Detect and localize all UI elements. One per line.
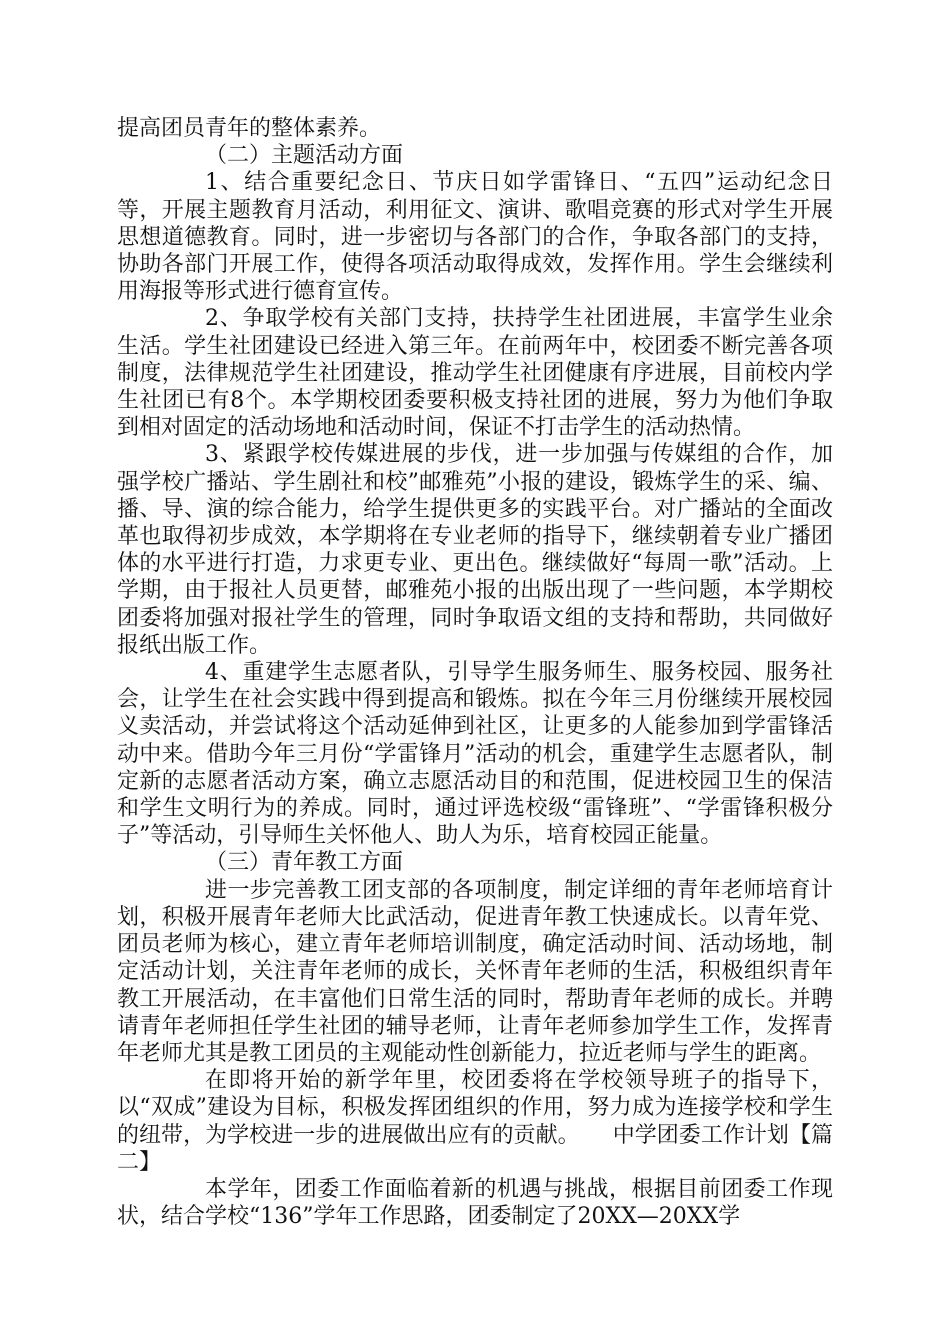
document-body (117, 115, 833, 1230)
paragraph-item-2: 2、争取学校有关部门支持，扶持学生社团进展，丰富学生业余生活。学生社团建设已经进入第三年。在前两年中，校团委不断完善各项制度，法律规范学生社团建设，推动学生社团健康有序进展，目前校内学生社团已有8个。本学期校团委要积极支持社团的进展，努力为他们争取到相对固定的活动场地和活动时间，保证不打击学生的活动热情。 (117, 306, 833, 441)
paragraph-item-4: 4、重建学生志愿者队，引导学生服务师生、服务校园、服务社会，让学生在社会实践中得到提高和锻炼。拟在今年三月份继续开展校园义卖活动，并尝试将这个活动延伸到社区，让更多的人能参加到学雷锋活动中来。借助今年三月份“学雷锋月”活动的机会，重建学生志愿者队，制定新的志愿者活动方案，确立志愿活动目的和范围，促进校园卫生的保洁和学生文明行为的养成。同时，通过评选校级“雷锋班”、“学雷锋积极分子”等活动，引导师生关怀他人、助人为乐，培育校园正能量。 (117, 660, 833, 849)
paragraph-item-1: 1、结合重要纪念日、节庆日如学雷锋日、“五四”运动纪念日等，开展主题教育月活动，利用征文、演讲、歌唱竞赛的形式对学生开展思想道德教育。同时，进一步密切与各部门的合作，争取各部门的支持，协助各部门开展工作，使得各项活动取得成效，发挥作用。学生会继续利用海报等形式进行德育宣传。 (117, 170, 833, 305)
paragraph-item-3: 3、紧跟学校传媒进展的步伐，进一步加强与传媒组的合作，加强学校广播站、学生剧社和校”邮雅苑”小报的建设，锻炼学生的采、编、播、导、演的综合能力，给学生提供更多的实践平台。对广播站的全面改革也取得初步成效，本学期将在专业老师的指导下，继续朝着专业广播团体的水平进行打造，力求更专业、更出色。继续做好“每周一歌”活动。上学期，由于报社人员更替，邮雅苑小报的出版出现了一些问题，本学期校团委将加强对报社学生的管理，同时争取语文组的支持和帮助，共同做好报纸出版工作。 (117, 442, 833, 658)
section-heading-theme-activities: （二）主题活动方面 (205, 143, 404, 169)
section-heading-young-staff: （三）青年教工方面 (205, 850, 404, 876)
paragraph-conclusion: 在即将开始的新学年里，校团委将在学校领导班子的指导下，以“双成”建设为目标，积极发挥团组织的作用，努力成为连接学校和学生的纽带，为学校进一步的进展做出应有的贡献。 中学团委工作计划【篇二】 (117, 1068, 833, 1175)
paragraph-continuation: 提高团员青年的整体素养。 (117, 116, 382, 141)
paragraph-young-staff: 进一步完善教工团支部的各项制度，制定详细的青年老师培育计划，积极开展青年老师大比武活动，促进青年教工快速成长。以青年党、团员老师为核心，建立青年老师培训制度，确定活动时间、活动场地，制定活动计划，关注青年老师的成长，关怀青年老师的生活，积极组织青年教工开展活动，在丰富他们日常生活的同时，帮助青年老师的成长。并聘请青年老师担任学生社团的辅导老师，让青年老师参加学生工作，发挥青年老师尤其是教工团员的主观能动性创新能力，拉近老师与学生的距离。 (117, 877, 833, 1066)
paragraph-part-two-intro: 本学年，团委工作面临着新的机遇与挑战，根据目前团委工作现状，结合学校“136”学年工作思路，团委制定了20XX—20XX学 (117, 1176, 833, 1230)
